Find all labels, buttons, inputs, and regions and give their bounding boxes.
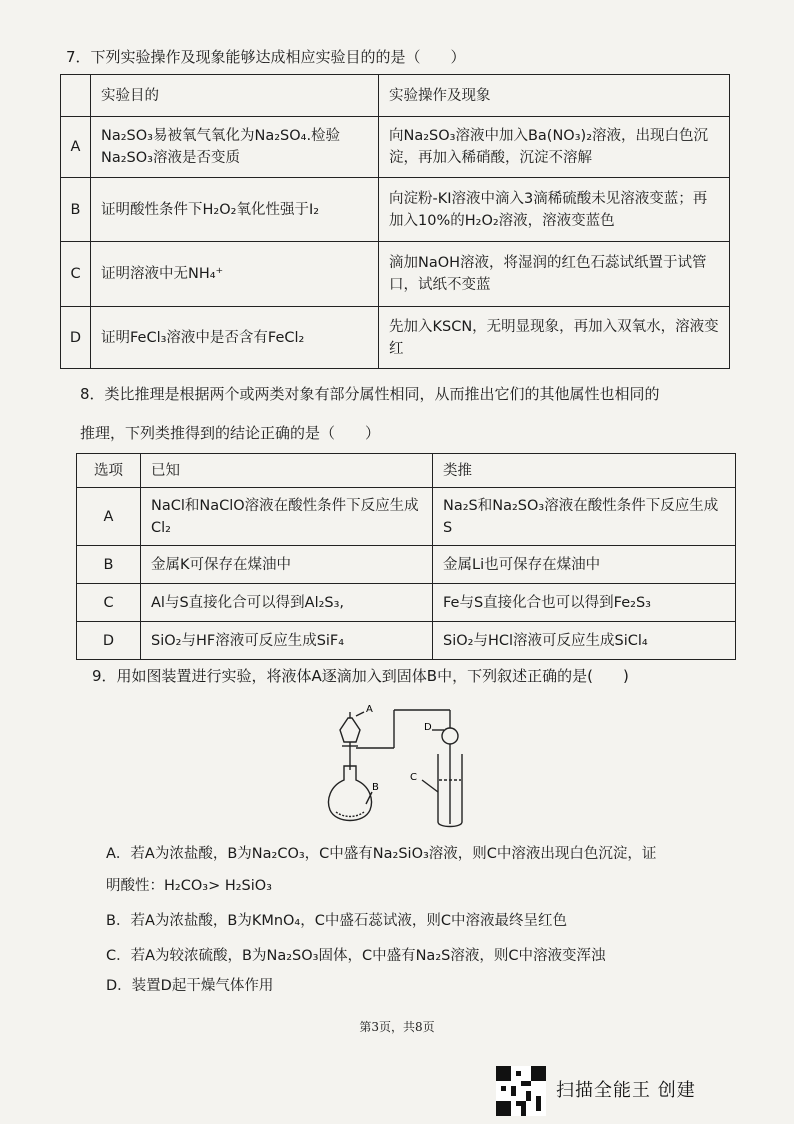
op-cell: 向淀粉-KI溶液中滴入3滴稀硫酸未见溶液变蓝；再加入10%的H₂O₂溶液，溶液变蓝色 — [379, 178, 730, 242]
q7-stem: 7．下列实验操作及现象能够达成相应实验目的的是（ ） — [66, 48, 466, 66]
goal-cell: 证明FeCl₃溶液中是否含有FeCl₂ — [91, 307, 379, 369]
q7-header-goal: 实验目的 — [91, 75, 379, 117]
page-footer: 第3页，共8页 — [359, 1020, 435, 1034]
option-label: D — [61, 307, 91, 369]
table-row — [77, 622, 736, 660]
q7-header-op: 实验操作及现象 — [379, 75, 730, 117]
goal-cell: Na₂SO₃易被氧气氧化为Na₂SO₄.检验Na₂SO₃溶液是否变质 — [91, 117, 379, 178]
q7-table — [60, 74, 730, 369]
q9-stem: 9．用如图装置进行实验，将液体A逐滴加入到固体B中，下列叙述正确的是( ) — [92, 667, 629, 685]
table-header-row — [77, 454, 736, 488]
table-row — [61, 307, 730, 369]
label-b: B — [372, 782, 379, 793]
option-label: C — [61, 242, 91, 307]
q9-choice-d: D．装置D起干燥气体作用 — [106, 978, 274, 994]
label-d: D — [424, 722, 432, 733]
table-row — [61, 242, 730, 307]
known-cell: 金属K可保存在煤油中 — [141, 546, 433, 584]
q8-header-infer: 类推 — [433, 454, 736, 488]
option-label: C — [77, 584, 141, 622]
option-label: B — [61, 178, 91, 242]
op-cell: 向Na₂SO₃溶液中加入Ba(NO₃)₂溶液，出现白色沉淀，再加入稀硝酸，沉淀不溶解 — [379, 117, 730, 178]
q9-choice-a-line2: 明酸性：H₂CO₃> H₂SiO₃ — [106, 878, 272, 894]
label-c: C — [410, 772, 417, 783]
option-label: B — [77, 546, 141, 584]
table-row — [77, 584, 736, 622]
option-label: A — [61, 117, 91, 178]
goal-cell: 证明酸性条件下H₂O₂氧化性强于I₂ — [91, 178, 379, 242]
q9-choice-c: C．若A为较浓硫酸，B为Na₂SO₃固体，C中盛有Na₂S溶液，则C中溶液变浑浊 — [106, 948, 606, 964]
infer-cell: 金属Li也可保存在煤油中 — [433, 546, 736, 584]
goal-cell: 证明溶液中无NH₄⁺ — [91, 242, 379, 307]
table-row — [77, 488, 736, 546]
q8-header-option: 选项 — [77, 454, 141, 488]
option-label: D — [77, 622, 141, 660]
qr-code-icon — [496, 1066, 546, 1116]
op-cell: 滴加NaOH溶液，将湿润的红色石蕊试纸置于试管口，试纸不变蓝 — [379, 242, 730, 307]
infer-cell: SiO₂与HCl溶液可反应生成SiCl₄ — [433, 622, 736, 660]
table-row — [61, 178, 730, 242]
q9-choice-a-line1: A．若A为浓盐酸，B为Na₂CO₃，C中盛有Na₂SiO₃溶液，则C中溶液出现白色沉淀，证 — [106, 846, 657, 862]
q8-stem-line2: 推理，下列类推得到的结论正确的是（ ） — [80, 424, 381, 442]
label-a: A — [366, 704, 373, 715]
known-cell: SiO₂与HF溶液可反应生成SiF₄ — [141, 622, 433, 660]
table-row — [61, 117, 730, 178]
q9-choice-b: B．若A为浓盐酸，B为KMnO₄，C中盛石蕊试液，则C中溶液最终呈红色 — [106, 913, 567, 929]
known-cell: NaCl和NaClO溶液在酸性条件下反应生成Cl₂ — [141, 488, 433, 546]
q8-stem-line1: 8．类比推理是根据两个或两类对象有部分属性相同，从而推出它们的其他属性也相同的 — [80, 385, 660, 403]
infer-cell: Fe与S直接化合也可以得到Fe₂S₃ — [433, 584, 736, 622]
infer-cell: Na₂S和Na₂SO₃溶液在酸性条件下反应生成S — [433, 488, 736, 546]
lab-apparatus-diagram — [320, 700, 480, 835]
op-cell: 先加入KSCN，无明显现象，再加入双氧水，溶液变红 — [379, 307, 730, 369]
q8-header-known: 已知 — [141, 454, 433, 488]
known-cell: Al与S直接化合可以得到Al₂S₃, — [141, 584, 433, 622]
scanner-watermark: 扫描全能王 创建 — [556, 1080, 696, 1101]
table-row — [77, 546, 736, 584]
option-label: A — [77, 488, 141, 546]
q8-table — [76, 453, 736, 660]
table-header-row — [61, 75, 730, 117]
